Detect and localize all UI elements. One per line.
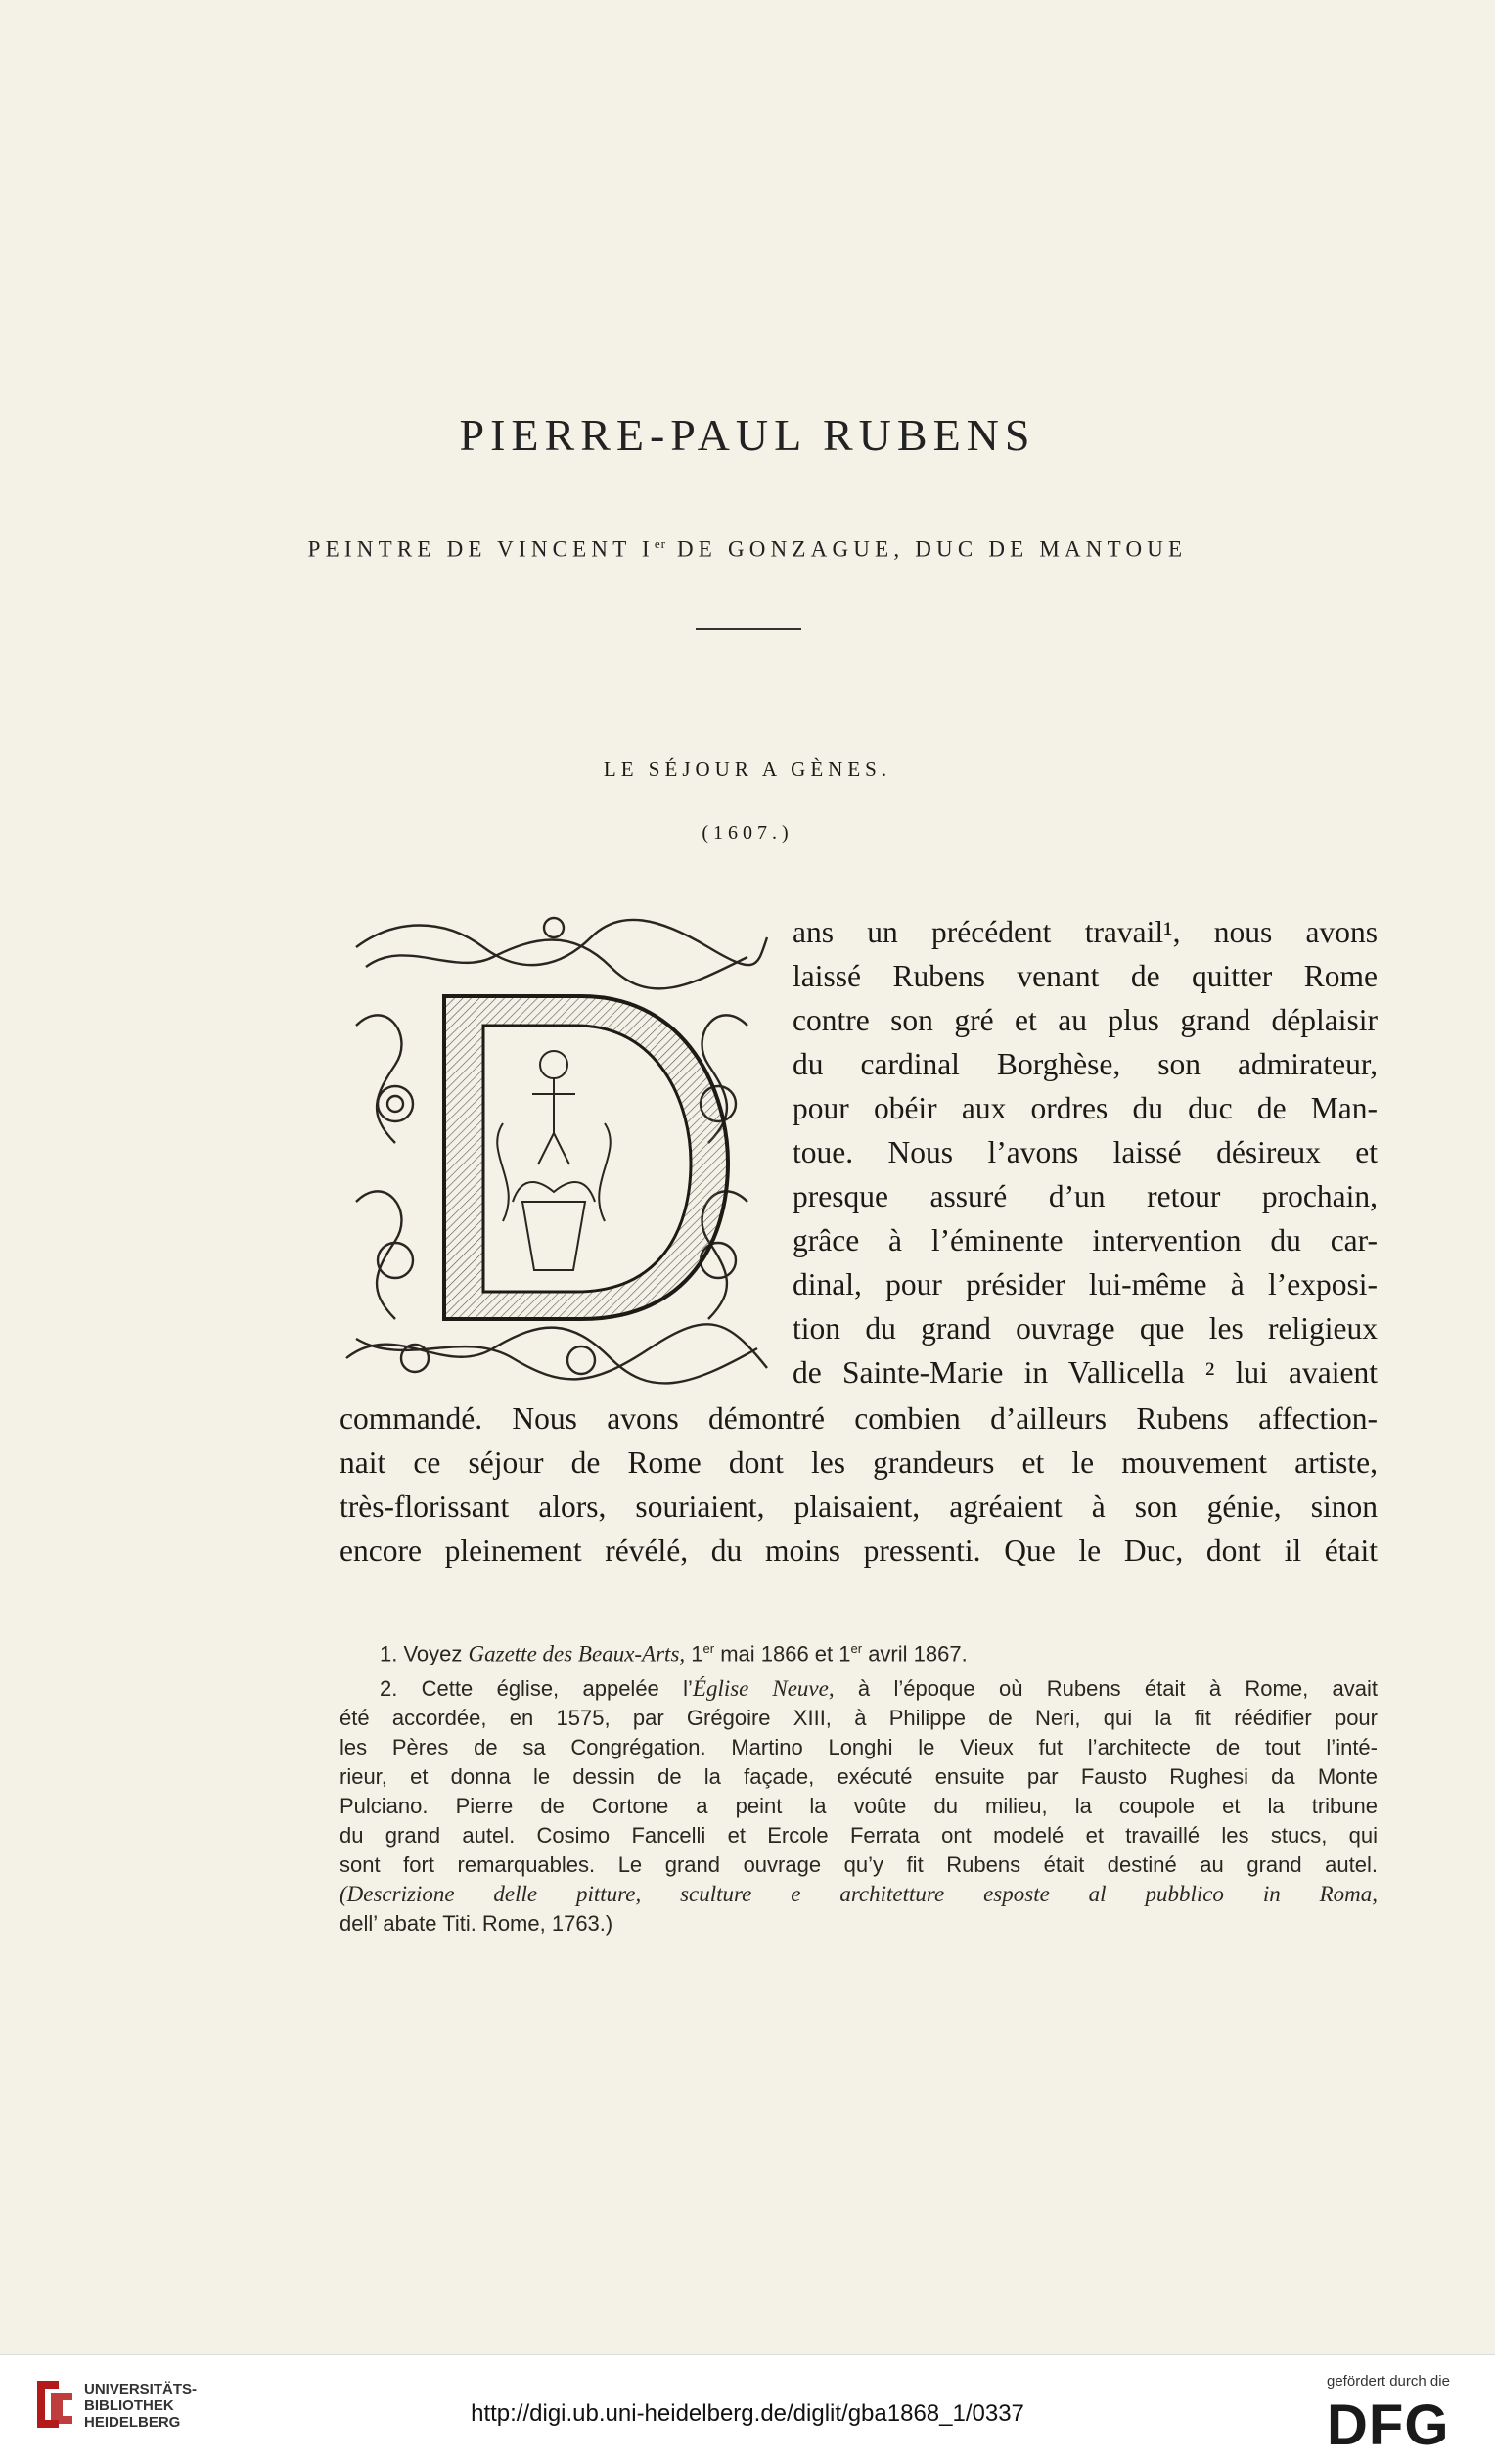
footnote-line: dell’ abate Titi. Rome, 1763.)	[340, 1911, 613, 1936]
footnote-2-first-line	[380, 1674, 1378, 1704]
title-rule	[696, 628, 801, 630]
body-line: contre son gré et au plus grand déplaisir	[793, 1003, 1378, 1037]
body-line: laissé Rubens venant de quitter Rome	[793, 959, 1378, 993]
footnote-citation: (Descrizione delle pitture, sculture e architetture esposte al pubblico in Roma,	[340, 1882, 1378, 1906]
footnote-journal-title: Gazette des Beaux-Arts,	[468, 1641, 686, 1666]
body-line: très-florissant alors, souriaient, plaisaient, agréaient à son génie, sinon	[340, 1489, 1378, 1524]
section-heading: LE SÉJOUR A GÈNES.	[603, 757, 892, 781]
footnote-italic: Église Neuve,	[692, 1676, 835, 1701]
body-line: de Sainte-Marie in Vallicella ² lui avaient	[793, 1355, 1378, 1390]
ornamental-initial	[337, 908, 773, 1392]
footnote-text: 1	[685, 1641, 703, 1666]
body-line: pour obéir aux ordres du duc de Man-	[793, 1091, 1378, 1125]
footnote-line: sont fort remarquables. Le grand ouvrage qu’y fit Rubens était destiné au grand autel.	[340, 1852, 1378, 1877]
footnote-line: été accordée, en 1575, par Grégoire XIII, à Philippe de Neri, qui la fit réédifier pour	[340, 1706, 1378, 1730]
footnote-text: à l’époque où Rubens était à Rome, avait	[834, 1676, 1378, 1701]
footnote-line: rieur, et donna le dessin de la façade, exécuté ensuite par Fausto Rughesi da Monte	[340, 1764, 1378, 1789]
footnote-line: Pulciano. Pierre de Cortone a peint la voûte du milieu, la coupole et la tribune	[340, 1794, 1378, 1818]
library-name-line: HEIDELBERG	[84, 2414, 181, 2431]
funding-note: gefördert durch die	[1327, 2373, 1450, 2390]
footnote-text: 2. Cette église, appelée l’	[380, 1676, 693, 1701]
article-subtitle	[0, 536, 1495, 563]
body-line: commandé. Nous avons démontré combien d’ailleurs Rubens affection-	[340, 1401, 1378, 1436]
footnote-line: du grand autel. Cosimo Fancelli et Ercole Ferrata ont modelé et travaillé les stucs, qui	[340, 1823, 1378, 1848]
subtitle-text-a: PEINTRE DE VINCENT I	[307, 536, 655, 562]
library-name-line: UNIVERSITÄTS-	[84, 2381, 198, 2397]
body-line: encore pleinement révélé, du moins pressenti. Que le Duc, dont il était	[340, 1533, 1378, 1568]
footnote-superscript: er	[850, 1641, 863, 1656]
body-line: tion du grand ouvrage que les religieux	[793, 1311, 1378, 1346]
body-line: presque assuré d’un retour prochain,	[793, 1179, 1378, 1213]
permalink-url[interactable]: http://digi.ub.uni-heidelberg.de/diglit/gba1868_1/0337	[471, 2400, 1024, 2427]
section-year: (1607.)	[702, 822, 793, 844]
subtitle-text-b: DE GONZAGUE, DUC DE MANTOUE	[666, 536, 1188, 562]
footnote-number: 1.	[380, 1641, 398, 1666]
footnote-text: Voyez	[397, 1641, 469, 1666]
footnote-superscript: er	[702, 1641, 715, 1656]
article-title: PIERRE-PAUL RUBENS	[459, 410, 1036, 460]
body-line: ans un précédent travail¹, nous avons	[793, 915, 1378, 949]
footnote-italic-line	[340, 1880, 1378, 1909]
footnote-text: avril 1867.	[862, 1641, 968, 1666]
footnote-text: mai 1866 et 1	[714, 1641, 851, 1666]
footnote-1	[380, 1634, 968, 1668]
body-line: grâce à l’éminente intervention du car-	[793, 1223, 1378, 1257]
subtitle-superscript: er	[654, 536, 666, 551]
body-line: toue. Nous l’avons laissé désireux et	[793, 1135, 1378, 1169]
footnote-line: les Pères de sa Congrégation. Martino Longhi le Vieux fut l’architecte de tout l’inté-	[340, 1735, 1378, 1759]
viewer-footer	[0, 2354, 1495, 2464]
body-line: du cardinal Borghèse, son admirateur,	[793, 1047, 1378, 1081]
library-name-line: BIBLIOTHEK	[84, 2397, 174, 2414]
dfg-logo: DFG	[1327, 2394, 1450, 2457]
body-line: dinal, pour présider lui-même à l’exposi-	[793, 1267, 1378, 1301]
body-line: nait ce séjour de Rome dont les grandeurs et le mouvement artiste,	[340, 1445, 1378, 1480]
